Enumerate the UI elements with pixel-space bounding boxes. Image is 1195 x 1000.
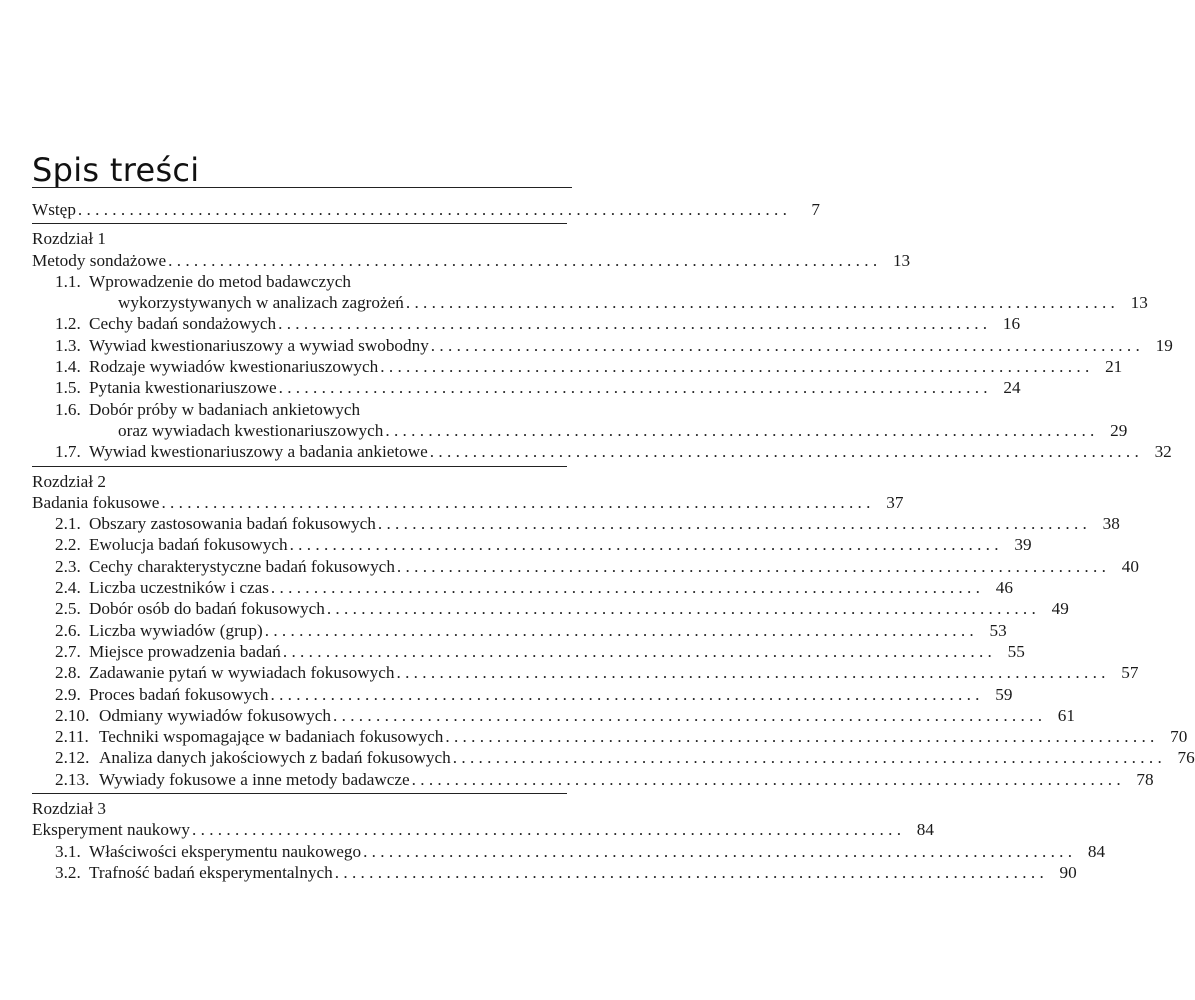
toc-entry-text [55,662,394,683]
dot-leader [380,356,1089,377]
toc-entry-label: Wywiad kwestionariuszowy a wywiad swobodny [89,335,429,355]
section-number: 2.1. [55,514,81,534]
toc-entry-text [55,556,395,577]
page-number: 7 [811,200,820,219]
toc-entry-text [55,841,361,862]
dot-leader [445,726,1154,747]
dot-leader [271,577,980,598]
chapter-heading: Rozdział 1 [32,229,106,249]
section-number: 1.2. [55,314,81,334]
dot-leader [385,420,1094,441]
toc-entry-text [55,726,443,747]
toc-entry-text [55,598,325,619]
toc-entry-label: Wstęp [32,200,76,219]
toc-entry-label: Liczba wywiadów (grup) [89,620,263,640]
section-number: 2.13. [55,769,90,789]
toc-entry-text [32,492,159,513]
toc-entry [32,377,1021,398]
toc-entry-text [32,199,76,220]
toc-entry-text [55,513,376,534]
page-number: 84 [1087,841,1106,861]
toc-entry-label: Dobór próby w badaniach ankietowych [89,399,361,419]
toc-entry-label: wykorzystywanych w analizach zagrożeń [118,293,404,313]
section-number: 1.7. [55,442,81,462]
section-number: 2.7. [55,641,81,661]
toc-entry-label: Zadawanie pytań w wywiadach fokusowych [89,663,395,683]
toc-entry [32,620,1007,641]
page-number: 57 [1121,663,1139,683]
section-number: 2.2. [55,535,81,555]
toc-entry [32,641,1025,662]
toc-entry-text [55,335,429,356]
section-number: 2.4. [55,578,81,598]
toc-entry-label: oraz wywiadach kwestionariuszowych [118,420,384,440]
section-number: 2.11. [55,727,89,747]
page-number: 70 [1170,727,1188,747]
toc-entry-label: Wywiady fokusowe a inne metody badawcze [99,769,410,789]
page-number: 38 [1102,514,1120,534]
toc-entry-text [55,705,331,726]
toc-entry-label: Trafność badań eksperymentalnych [89,862,333,882]
toc-entry-label: Analiza danych jakościowych z badań fokusowych [99,748,451,768]
toc-entry-label: Odmiany wywiadów fokusowych [99,705,331,725]
page-number: 53 [989,620,1007,640]
dot-leader [327,598,1036,619]
toc-entry [32,534,1032,555]
toc-entry [32,335,1173,356]
page-number: 76 [1177,748,1195,768]
toc-entry [32,313,1021,334]
page-number: 32 [1154,442,1172,462]
dot-leader [278,313,987,334]
section-number: 1.1. [55,271,81,291]
toc-entry-label: Obszary zastosowania badań fokusowych [89,514,376,534]
toc-entry [32,726,1188,747]
toc-entry [32,862,1077,883]
chapter-heading: Rozdział 3 [32,799,106,819]
dot-leader [453,747,1162,768]
chapter-title [32,492,904,513]
chapter-heading: Rozdział 2 [32,471,106,491]
dot-leader [265,620,974,641]
section-number: 3.2. [55,862,81,882]
section-number: 2.3. [55,556,81,576]
page-number: 13 [1130,293,1148,313]
dot-leader [335,862,1044,883]
page-number: 37 [886,492,904,512]
toc-entry-text [118,420,383,441]
toc-entry [32,441,1172,462]
toc-entry-label: Wywiad kwestionariuszowy a badania ankietowe [89,442,428,462]
toc-entry-text [55,271,351,292]
toc-entry-label: Wprowadzenie do metod badawczych [89,271,351,291]
toc-entry-label: Eksperyment naukowy [32,820,190,840]
toc-entry [32,556,1139,577]
toc-entry-text [55,641,281,662]
dot-leader [290,534,999,555]
toc-entry-text [32,250,166,271]
section-number: 2.12. [55,748,90,768]
toc-entry-label: Metody sondażowe [32,250,167,270]
toc-entry [32,769,1154,790]
toc-entry [32,598,1069,619]
page-number: 59 [995,684,1013,704]
page-number: 40 [1121,556,1139,576]
page-number: 61 [1057,705,1075,725]
section-number: 2.10. [55,705,90,725]
page-number: 84 [916,820,934,840]
dot-leader [168,250,877,271]
page-number: 49 [1051,599,1069,619]
toc-entry-label: Cechy charakterystyczne badań fokusowych [89,556,395,576]
dot-leader [397,556,1106,577]
toc-entry-text [55,399,360,420]
dot-leader [161,492,870,513]
toc-entry-text [55,620,263,641]
dot-leader [283,641,992,662]
dot-leader [431,335,1140,356]
chapter-divider [32,793,567,794]
chapter-divider [32,466,567,467]
page-number: 29 [1110,420,1128,440]
page-number: 78 [1136,769,1154,789]
section-number: 3.1. [55,841,81,861]
section-number: 2.5. [55,599,81,619]
dot-leader [78,199,787,220]
toc-entry-text [55,534,288,555]
toc-entry-intro [32,199,820,220]
chapter-divider [32,223,567,224]
page-number: 21 [1105,357,1123,377]
toc-entry-label: Miejsce prowadzenia badań [89,641,281,661]
page-number: 13 [892,250,911,270]
toc-entry-text [55,441,428,462]
toc-entry-text [55,684,268,705]
chapter-title [32,819,934,840]
toc-entry-text [55,577,269,598]
chapter-title [32,250,911,271]
dot-leader [396,662,1105,683]
toc-entry-label: Ewolucja badań fokusowych [89,535,288,555]
toc-entry-text [55,377,277,398]
toc-entry [32,513,1120,534]
toc-entry-text [55,313,276,334]
page-number: 55 [1007,641,1025,661]
toc-entry [32,705,1075,726]
toc-entry-text [118,292,404,313]
toc-entry-label: Dobór osób do badań fokusowych [89,599,325,619]
toc-entry-label: Pytania kwestionariuszowe [89,378,277,398]
page-number: 24 [1003,378,1021,398]
toc-entry [32,841,1106,862]
dot-leader [412,769,1121,790]
dot-leader [378,513,1087,534]
toc-entry-label: Proces badań fokusowych [89,684,269,704]
dot-leader [192,819,901,840]
toc-entry-text [55,356,378,377]
toc-entry [32,577,1013,598]
toc-entry [32,747,1195,768]
section-number: 1.3. [55,335,81,355]
toc-entry-line [32,420,1128,441]
dot-leader [406,292,1115,313]
page-number: 90 [1059,862,1077,882]
title-divider [32,187,572,188]
toc-entry [32,356,1123,377]
page-title: Spis treści [32,151,200,190]
toc-entry-label: Liczba uczestników i czas [89,578,269,598]
section-number: 1.5. [55,378,81,398]
toc-entry-label: Badania fokusowe [32,492,160,512]
section-number: 1.6. [55,399,81,419]
dot-leader [333,705,1042,726]
dot-leader [363,841,1072,862]
toc-entry-line [32,399,567,420]
toc-entry-text [55,862,333,883]
toc-entry-line [32,292,1148,313]
dot-leader [279,377,988,398]
dot-leader [270,684,979,705]
page-number: 16 [1002,314,1021,334]
toc-entry [32,662,1139,683]
page-number: 39 [1014,535,1032,555]
toc-entry-text [55,747,451,768]
section-number: 2.9. [55,684,81,704]
toc-entry-text [32,819,190,840]
toc-entry-line [32,271,567,292]
page-number: 46 [995,578,1013,598]
toc-entry-text [55,769,410,790]
section-number: 1.4. [55,357,81,377]
page-number: 19 [1155,335,1173,355]
table-of-contents [32,199,1195,883]
toc-entry-label: Właściwości eksperymentu naukowego [89,841,362,861]
toc-entry-label: Cechy badań sondażowych [89,314,277,334]
toc-entry [32,684,1013,705]
toc-entry-label: Rodzaje wywiadów kwestionariuszowych [89,357,379,377]
dot-leader [430,441,1139,462]
toc-entry-label: Techniki wspomagające w badaniach fokusowych [99,727,444,747]
section-number: 2.6. [55,620,81,640]
section-number: 2.8. [55,663,81,683]
